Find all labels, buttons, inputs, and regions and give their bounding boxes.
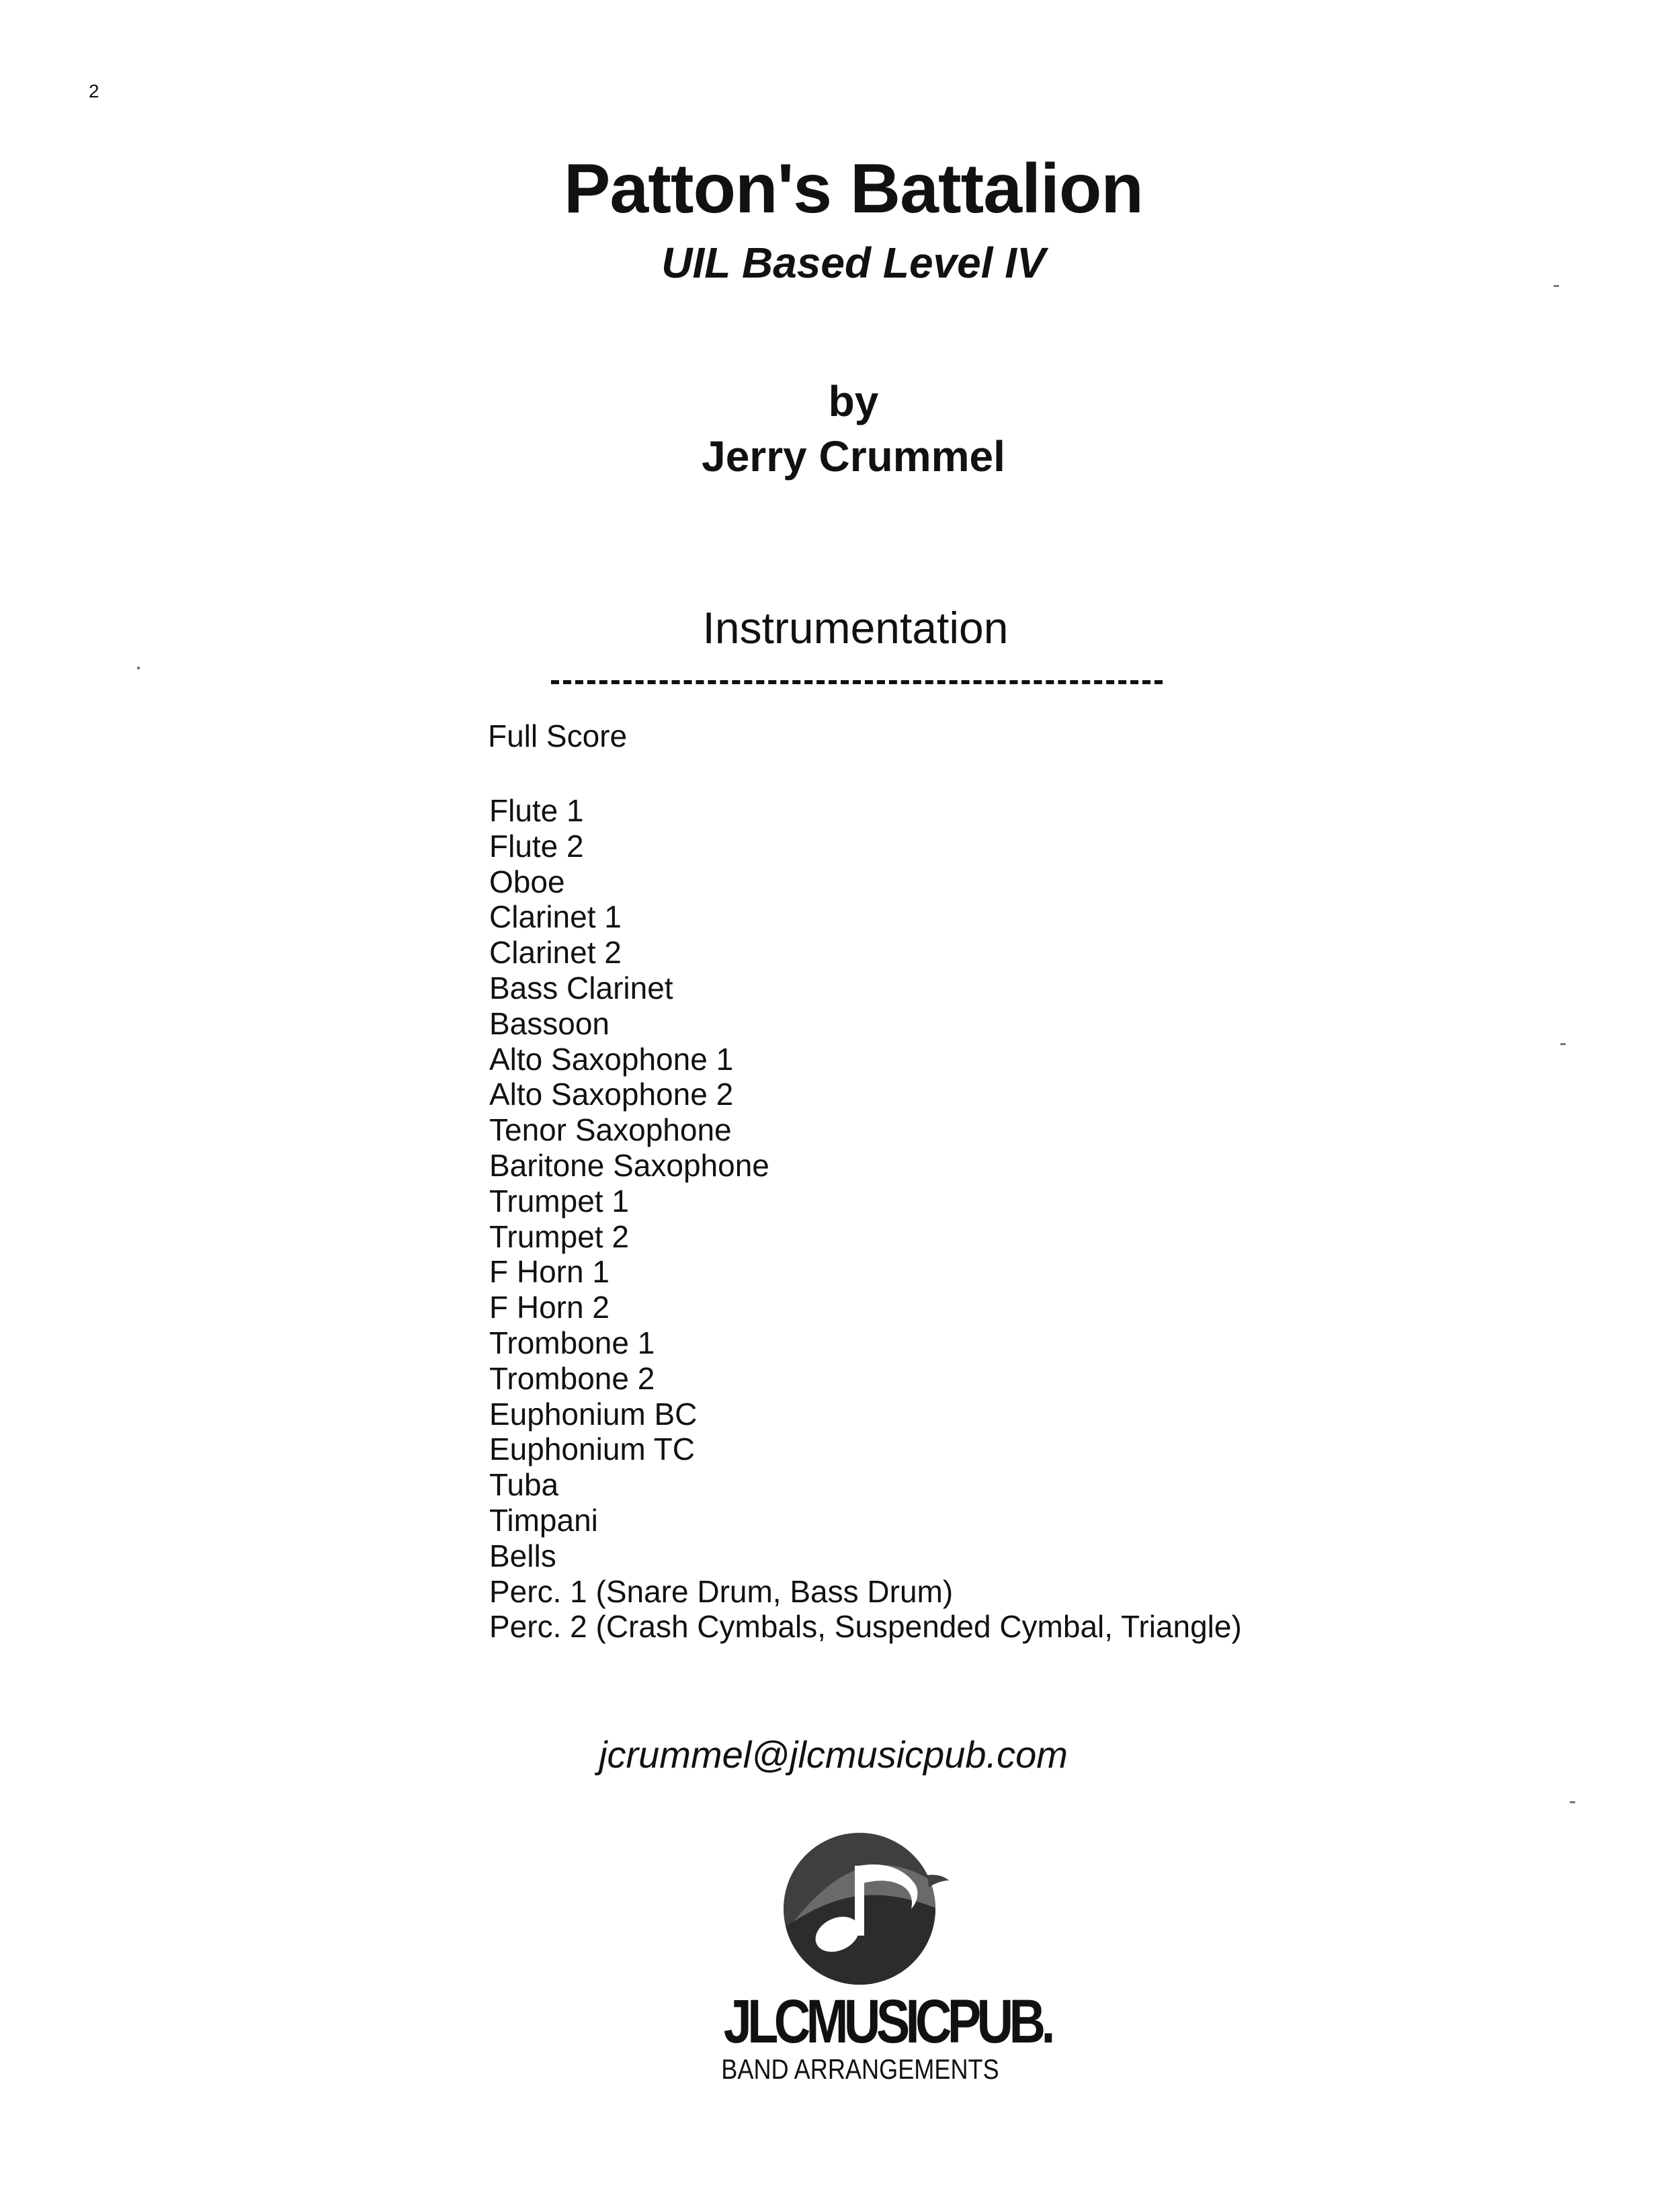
by-line: by [828,377,879,425]
scan-speck [1554,285,1559,287]
instrument-part: Euphonium TC [489,1432,695,1467]
instrument-part: Alto Saxophone 2 [489,1077,734,1112]
instrumentation-heading: Instrumentation [702,603,1009,653]
instrument-part: Trombone 1 [489,1325,655,1360]
piece-title: Patton's Battalion [564,150,1143,228]
dashed-divider [551,680,1163,684]
instrument-part: Alto Saxophone 1 [489,1041,734,1077]
instrument-part: Clarinet 1 [489,899,622,935]
instrument-part: Flute 1 [489,793,584,828]
instrument-part: Clarinet 2 [489,935,622,970]
difficulty-subtitle: UIL Based Level IV [661,239,1046,287]
instrument-part: Trombone 2 [489,1360,655,1396]
scan-speck [137,667,140,669]
contact-email: jcrummel@jlcmusicpub.com [599,1733,1068,1776]
publisher-logo [692,1827,1051,2085]
instrument-part: Bells [489,1538,556,1573]
instrument-part: Euphonium BC [489,1396,698,1432]
scan-speck [1570,1801,1575,1803]
instrument-part: Bassoon [489,1005,610,1041]
publisher-tagline: BAND ARRANGEMENTS [721,2053,999,2085]
instrument-part: Bass Clarinet [489,970,673,1005]
instrument-part: Perc. 1 (Snare Drum, Bass Drum) [489,1573,954,1609]
publisher-wordmark: JLCMUSICPUB. [723,1987,1051,2056]
instrument-part: Tenor Saxophone [489,1112,732,1148]
instrument-part: Trumpet 1 [489,1183,629,1219]
instrument-part: Trumpet 2 [489,1219,629,1254]
instrument-part: F Horn 1 [489,1254,610,1290]
composer-name: Jerry Crummel [702,432,1005,481]
instrument-part: Timpani [489,1502,598,1538]
page-number: 2 [89,81,99,101]
full-score-label: Full Score [488,718,628,753]
instrument-part: Perc. 2 (Crash Cymbals, Suspended Cymbal, Triangle) [489,1609,1242,1645]
instrument-part: Baritone Saxophone [489,1147,769,1183]
music-note-circle-icon [775,1827,950,1988]
scan-speck [1560,1043,1566,1045]
instrument-part: Oboe [489,864,565,899]
instrument-part: Flute 2 [489,828,584,864]
instrument-part: Tuba [489,1467,559,1503]
instrument-part: F Horn 2 [489,1290,610,1325]
instrument-parts-list [489,793,1242,1645]
